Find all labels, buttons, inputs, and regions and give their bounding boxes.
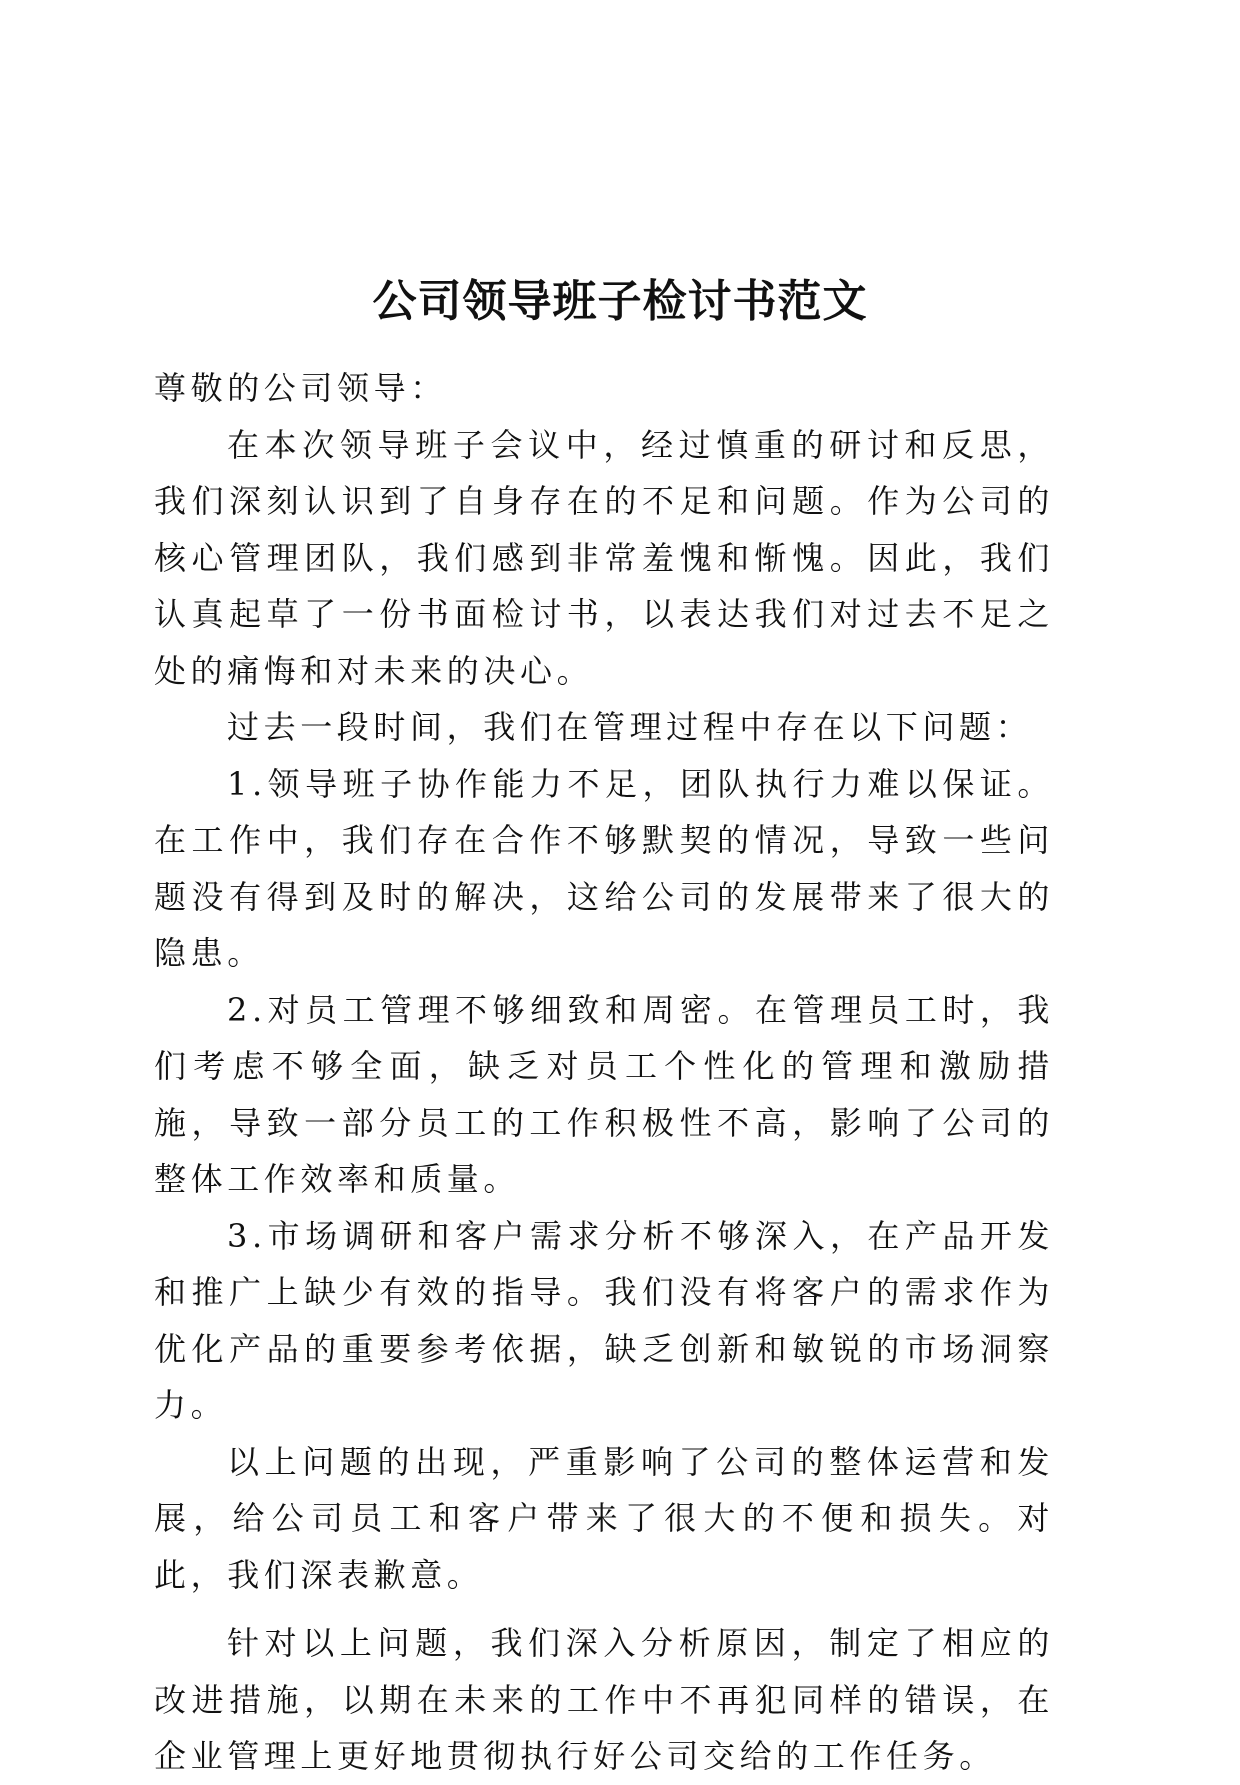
paragraph-problems-lead: 过去一段时间，我们在管理过程中存在以下问题： bbox=[227, 708, 1033, 746]
paragraph-problem-3: 3.市场调研和客户需求分析不够深入，在产品开发和推广上缺少有效的指导。我们没有将客户的需求作为优化产品的重要参考依据，缺乏创新和敏锐的市场洞察力。 bbox=[154, 1216, 1054, 1424]
document-body bbox=[154, 360, 1054, 1785]
paragraph-problem-1: 1.领导班子协作能力不足，团队执行力难以保证。在工作中，我们存在合作不够默契的情况，导致一些问题没有得到及时的解决，这给公司的发展带来了很大的隐患。 bbox=[154, 764, 1054, 972]
salutation: 尊敬的公司领导： bbox=[154, 369, 447, 407]
document-title: 公司领导班子检讨书范文 bbox=[372, 276, 868, 327]
paragraph-intro: 在本次领导班子会议中，经过慎重的研讨和反思，我们深刻认识到了自身存在的不足和问题。作为公司的核心管理团队，我们感到非常羞愧和惭愧。因此，我们认真起草了一份书面检讨书，以表达我们对过去不足之处的痛悔和对未来的决心。 bbox=[154, 425, 1054, 690]
paragraph-measures: 针对以上问题，我们深入分析原因，制定了相应的改进措施，以期在未来的工作中不再犯同样的错误，在企业管理上更好地贯彻执行好公司交给的工作任务。 bbox=[154, 1624, 1054, 1775]
paragraph-apology: 以上问题的出现，严重影响了公司的整体运营和发展，给公司员工和客户带来了很大的不便和损失。对此，我们深表歉意。 bbox=[154, 1442, 1054, 1594]
paragraph-problem-2: 2.对员工管理不够细致和周密。在管理员工时，我们考虑不够全面，缺乏对员工个性化的管理和激励措施，导致一部分员工的工作积极性不高，影响了公司的整体工作效率和质量。 bbox=[154, 990, 1054, 1198]
